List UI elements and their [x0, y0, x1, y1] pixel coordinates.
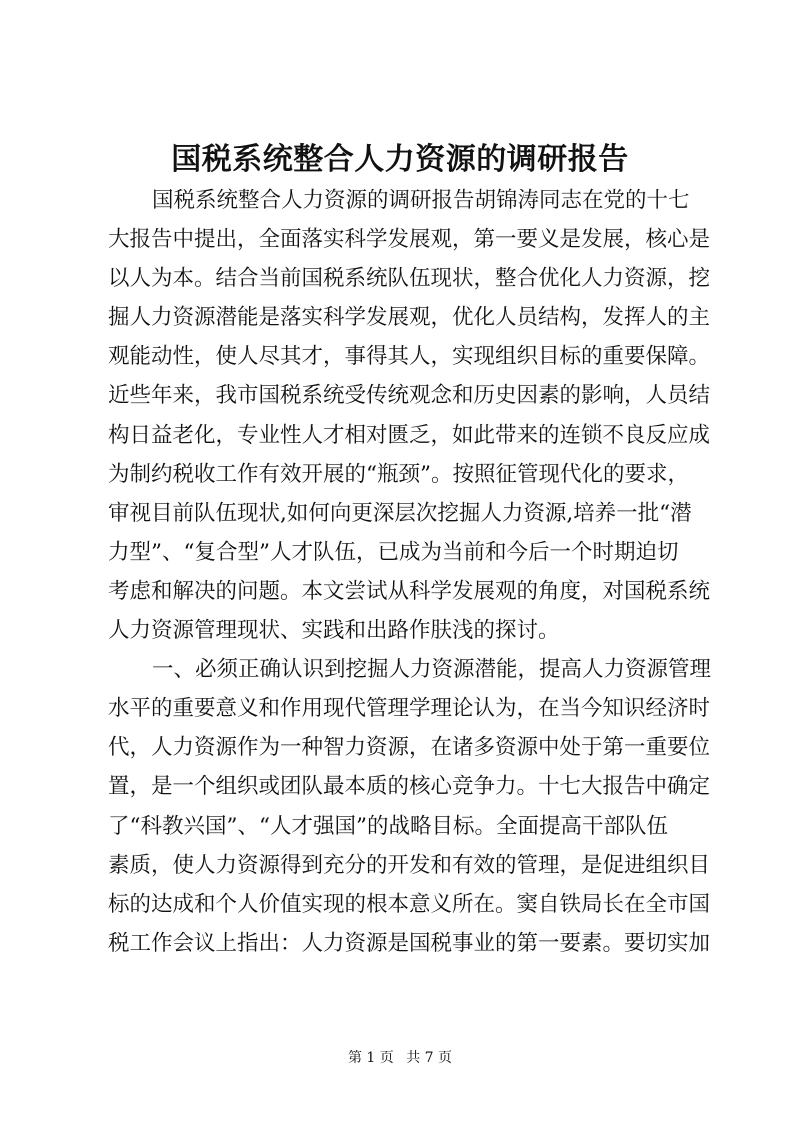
text-line: 水平的重要意义和作用现代管理学理论认为，在当今知识经济时	[108, 696, 711, 722]
text-line: 观能动性，使人尽其才，事得其人，实现组织目标的重要保障。	[108, 344, 711, 370]
paragraph-2	[108, 650, 712, 963]
text-line: 一、必须正确认识到挖掘人力资源潜能，提高人力资源管理	[152, 657, 712, 683]
text-line: 审视目前队伍现状,如何向更深层次挖掘人力资源,培养一批“潜	[108, 500, 692, 526]
page-number: 第 1 页	[347, 1050, 394, 1066]
text-line: 近些年来，我市国税系统受传统观念和历史因素的影响，人员结	[108, 383, 711, 409]
text-line: 代，人力资源作为一种智力资源，在诸多资源中处于第一重要位	[108, 735, 711, 761]
text-line: 以人为本。结合当前国税系统队伍现状，整合优化人力资源，挖	[108, 266, 711, 292]
document-title: 国税系统整合人力资源的调研报告	[171, 142, 629, 177]
text-line: 置，是一个组织或团队最本质的核心竞争力。十七大报告中确定	[108, 774, 711, 800]
text-line: 构日益老化，专业性人才相对匮乏，如此带来的连锁不良反应成	[108, 422, 711, 448]
paragraph-1	[108, 181, 711, 650]
text-line: 力型”、“复合型”人才队伍，已成为当前和今后一个时期迫切	[108, 539, 679, 565]
text-line: 素质，使人力资源得到充分的开发和有效的管理，是促进组织目	[108, 852, 711, 878]
text-line: 标的达成和个人价值实现的根本意义所在。窦自铁局长在全市国	[108, 891, 711, 917]
page-footer	[0, 1048, 800, 1068]
text-line: 国税系统整合人力资源的调研报告胡锦涛同志在党的十七	[152, 188, 690, 213]
text-line: 为制约税收工作有效开展的“瓶颈”。按照征管现代化的要求，	[108, 461, 689, 487]
text-line: 大报告中提出，全面落实科学发展观，第一要义是发展，核心是	[108, 227, 711, 253]
text-line: 税工作会议上指出：人力资源是国税事业的第一要素。要切实加	[108, 930, 711, 956]
document-body	[108, 181, 712, 963]
text-line: 掘人力资源潜能是落实科学发展观，优化人员结构，发挥人的主	[108, 305, 711, 331]
text-line: 考虑和解决的问题。本文尝试从科学发展观的角度，对国税系统	[108, 578, 711, 604]
page-total: 共 7 页	[406, 1050, 453, 1066]
text-line: 人力资源管理现状、实践和出路作肤浅的探讨。	[108, 618, 560, 644]
text-line: 了“科教兴国”、“人才强国”的战略目标。全面提高干部队伍	[108, 813, 668, 839]
